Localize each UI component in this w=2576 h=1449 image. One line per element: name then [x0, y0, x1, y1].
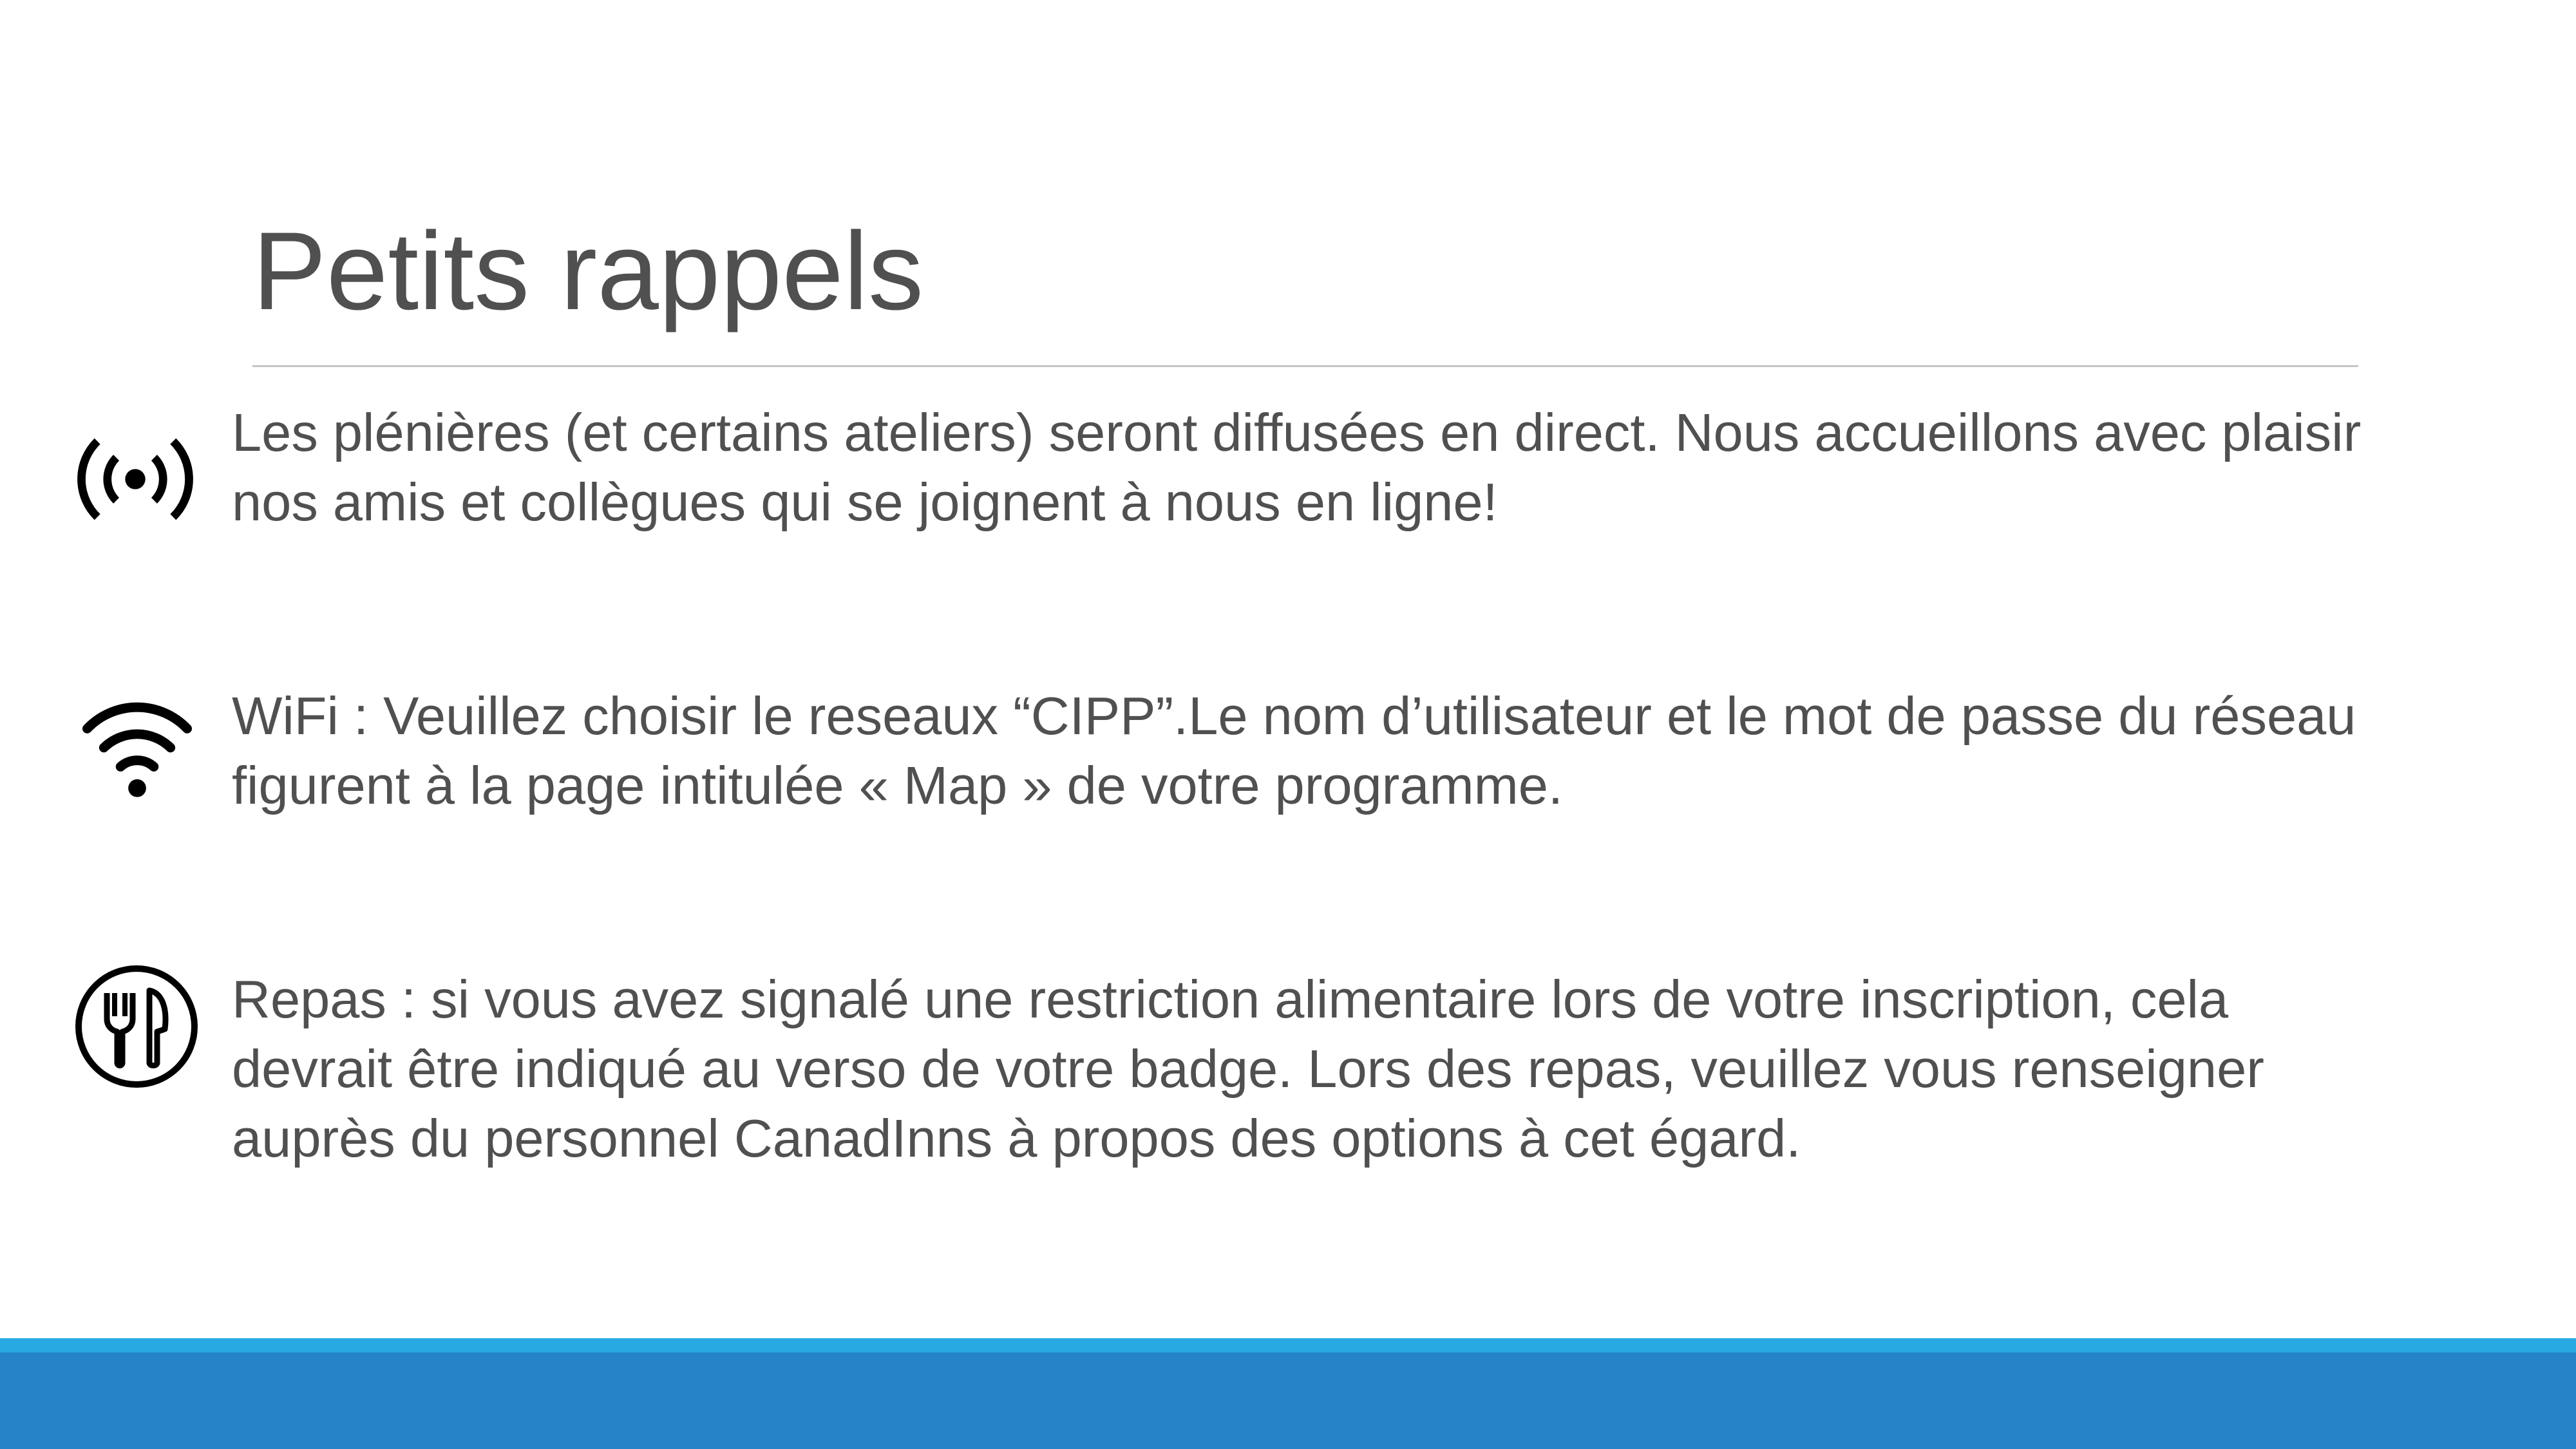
wifi-icon — [77, 693, 197, 802]
title-divider — [252, 365, 2358, 367]
footer-bar — [0, 1352, 2576, 1449]
broadcast-icon — [72, 416, 198, 542]
reminder-text-meals: Repas : si vous avez signalé une restriction alimentaire lors de votre inscription, cela devrait être indiqué au verso de votre badge. Lors des repas, veuillez vous renseigner auprès du personnel CanadInns à propos des options à cet égard. — [232, 969, 2264, 1168]
reminder-text-broadcast: Les plénières (et certains ateliers) seront diffusées en direct. Nous accueillons avec plaisir nos amis et collègues qui se joignent à nous en ligne! — [232, 402, 2362, 532]
footer-accent-strip — [0, 1338, 2576, 1352]
slide-title: Petits rappels — [252, 209, 924, 333]
reminder-text-wifi: WiFi : Veuillez choisir le reseaux “CIPP”.Le nom d’utilisateur et le mot de passe du réseau figurent à la page intitulée « Map » de votre programme. — [232, 686, 2356, 815]
fork-knife-icon — [72, 962, 201, 1091]
